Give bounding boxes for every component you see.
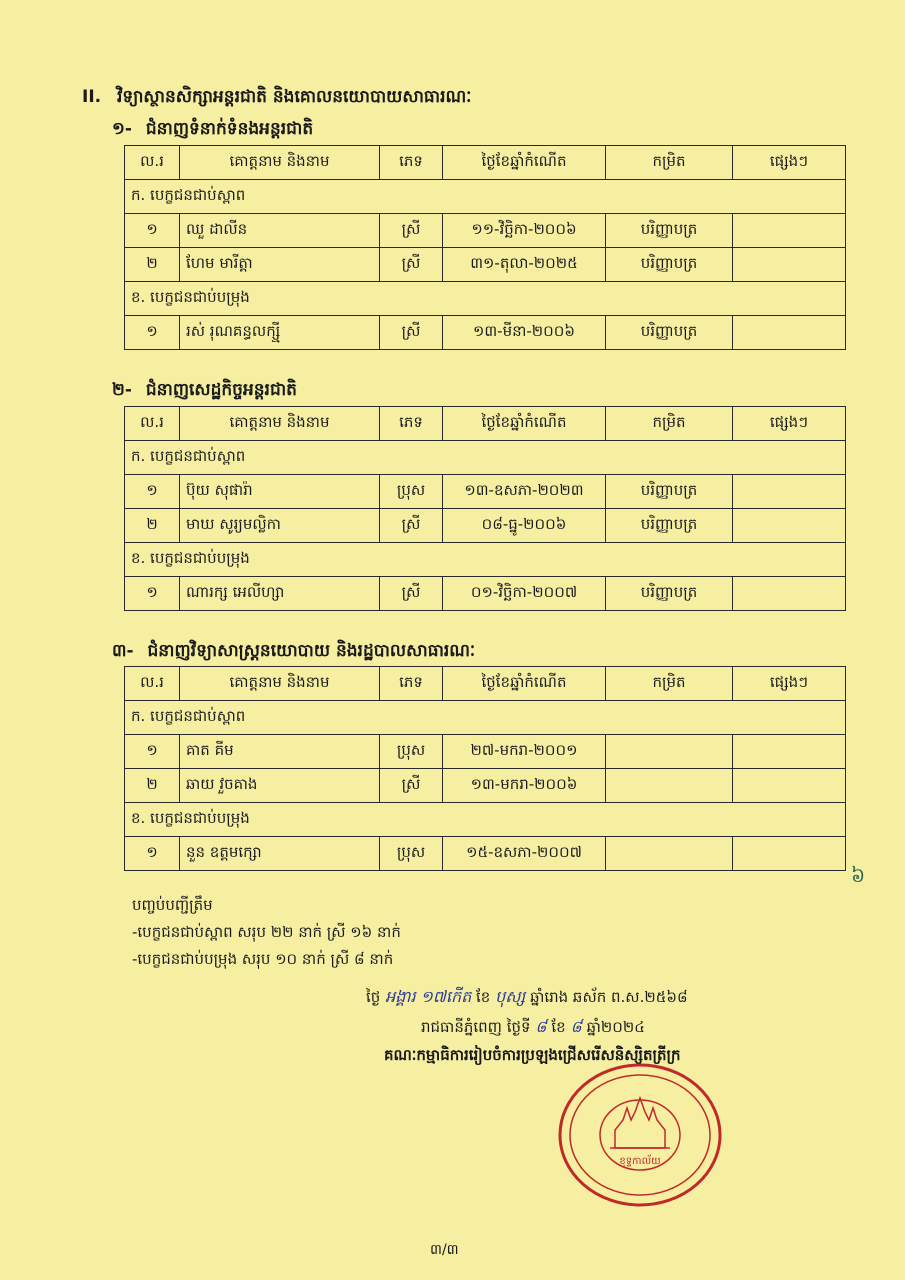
col-level: កម្រិត — [606, 667, 733, 701]
table-2 — [124, 406, 846, 611]
group-label-reserve: ខ. បេក្ខជនជាប់បម្រុង — [125, 803, 846, 837]
table-3 — [124, 666, 846, 871]
col-dob: ថ្ងៃខែឆ្នាំកំណើត — [443, 407, 606, 441]
group-row — [125, 180, 846, 214]
solar-day-handwritten: ៨ — [535, 1017, 547, 1036]
cell-sex: ប្រុស — [380, 837, 443, 871]
cell-name: រស់ រុណគន្ធលក្ស្មី — [180, 316, 380, 350]
table-1 — [124, 145, 846, 350]
lunar-date — [366, 986, 688, 1010]
seal-text: ខុទ្ទកាល័យ — [619, 1156, 661, 1167]
cell-dob: ០៨-ធ្នូ-២០០៦ — [443, 509, 606, 543]
cell-name: គាត គីម — [180, 735, 380, 769]
subsection-3-text: ជំនាញវិទ្យាសាស្ត្រនយោបាយ និងរដ្ឋបាលសាធារណៈ — [147, 641, 476, 661]
group-label-main: ក. បេក្ខជនជាប់ស្ពាព — [125, 701, 846, 735]
cell-level: បរិញ្ញាបត្រ — [606, 577, 733, 611]
cell-level: បរិញ្ញាបត្រ — [606, 509, 733, 543]
cell-name: ហែម មារីត្តា — [180, 248, 380, 282]
subsection-2-title — [112, 379, 297, 404]
cell-sex: ស្រី — [380, 577, 443, 611]
margin-mark: ៦ — [851, 863, 866, 887]
lunar-prefix: ថ្ងៃ — [366, 988, 381, 1006]
cell-name: មាឃ សូរ្យមល្លិកា — [180, 509, 380, 543]
cell-dob: ១៥-ឧសភា-២០០៧ — [443, 837, 606, 871]
cell-level: បរិញ្ញាបត្រ — [606, 316, 733, 350]
official-seal — [555, 1060, 725, 1210]
cell-sex: ស្រី — [380, 769, 443, 803]
cell-no: ១ — [125, 214, 180, 248]
table-row — [125, 735, 846, 769]
col-no: ល.រ — [125, 146, 180, 180]
cell-other — [733, 577, 846, 611]
cell-dob: ១៣-មករា-២០០៦ — [443, 769, 606, 803]
group-label-reserve: ខ. បេក្ខជនជាប់បម្រុង — [125, 543, 846, 577]
cell-no: ២ — [125, 769, 180, 803]
cell-no: ១ — [125, 577, 180, 611]
col-other: ផ្សេងៗ — [733, 407, 846, 441]
solar-prefix: រាជធានីភ្នំពេញ ថ្ងៃទី — [421, 1018, 531, 1036]
signer-title: គណៈកម្មាធិការរៀបចំការប្រឡងជ្រើសរើសនិស្សិតត្រីក្រ — [384, 1046, 681, 1064]
table-row — [125, 475, 846, 509]
cell-other — [733, 214, 846, 248]
group-label-main: ក. បេក្ខជនជាប់ស្ពាព — [125, 441, 846, 475]
section-title-text: វិទ្យាស្ថានសិក្សាអន្តរជាតិ និងគោលនយោបាយសាធារណៈ — [117, 87, 472, 107]
subsection-2-number: ២- — [112, 380, 132, 400]
table-row — [125, 837, 846, 871]
cell-sex: ស្រី — [380, 509, 443, 543]
table-row — [125, 214, 846, 248]
lunar-month-handwritten: បុស្ស — [495, 987, 526, 1006]
col-sex: ភេទ — [380, 667, 443, 701]
lunar-year: ឆ្នាំរោង ឆស័ក ព.ស.២៥៦៨ — [530, 988, 688, 1006]
group-row — [125, 701, 846, 735]
cell-name: ឆាយ វួចគាង — [180, 769, 380, 803]
solar-month-prefix: ខែ — [551, 1018, 566, 1036]
cell-sex: ស្រី — [380, 214, 443, 248]
solar-year: ឆ្នាំ២០២៤ — [586, 1018, 645, 1036]
section-title — [82, 86, 471, 111]
group-label-reserve: ខ. បេក្ខជនជាប់បម្រុង — [125, 282, 846, 316]
cell-other — [733, 316, 846, 350]
col-sex: ភេទ — [380, 407, 443, 441]
col-sex: ភេទ — [380, 146, 443, 180]
summary-title: បញ្ចប់បញ្ជីត្រឹម — [132, 896, 213, 914]
col-name: គោត្តនាម និងនាម — [180, 146, 380, 180]
cell-other — [733, 735, 846, 769]
cell-level: បរិញ្ញាបត្រ — [606, 475, 733, 509]
col-level: កម្រិត — [606, 146, 733, 180]
cell-name: ណារក្ស អេលីហ្សា — [180, 577, 380, 611]
table-row — [125, 577, 846, 611]
cell-other — [733, 248, 846, 282]
cell-level: បរិញ្ញាបត្រ — [606, 248, 733, 282]
cell-sex: ស្រី — [380, 248, 443, 282]
solar-month-handwritten: ៨ — [570, 1017, 582, 1036]
lunar-month-prefix: ខែ — [476, 988, 491, 1006]
group-label-main: ក. បេក្ខជនជាប់ស្ពាព — [125, 180, 846, 214]
page-number: ៣/៣ — [430, 1242, 459, 1258]
col-name: គោត្តនាម និងនាម — [180, 407, 380, 441]
col-no: ល.រ — [125, 667, 180, 701]
lunar-day-handwritten: អង្គារ ១៧កើត — [385, 987, 472, 1006]
section-roman: II. — [82, 87, 102, 107]
table-row — [125, 769, 846, 803]
table-header — [125, 667, 846, 701]
cell-sex: ស្រី — [380, 316, 443, 350]
cell-no: ១ — [125, 316, 180, 350]
subsection-1-text: ជំនាញទំនាក់ទំនងអន្តរជាតិ — [145, 119, 314, 139]
cell-other — [733, 509, 846, 543]
subsection-1-number: ១- — [112, 119, 132, 139]
group-row — [125, 282, 846, 316]
cell-sex: ប្រុស — [380, 475, 443, 509]
cell-level — [606, 769, 733, 803]
col-name: គោត្តនាម និងនាម — [180, 667, 380, 701]
cell-other — [733, 837, 846, 871]
cell-level — [606, 837, 733, 871]
table-row — [125, 248, 846, 282]
summary-line-reserve: -បេក្ខជនជាប់បម្រុង សរុប ១០ នាក់ ស្រី ៨ នាក់ — [132, 950, 394, 968]
subsection-2-text: ជំនាញសេដ្ឋកិច្ចអន្តរជាតិ — [145, 380, 297, 400]
cell-level — [606, 735, 733, 769]
cell-dob: ២៧-មករា-២០០១ — [443, 735, 606, 769]
cell-other — [733, 769, 846, 803]
cell-dob: ០១-វិច្ឆិកា-២០០៧ — [443, 577, 606, 611]
cell-name: ឈួ ដាលីន — [180, 214, 380, 248]
cell-no: ១ — [125, 475, 180, 509]
cell-sex: ប្រុស — [380, 735, 443, 769]
cell-name: ប៊ុយ សុផារ៉ា — [180, 475, 380, 509]
col-dob: ថ្ងៃខែឆ្នាំកំណើត — [443, 667, 606, 701]
summary-line-main: -បេក្ខជនជាប់ស្ពាព សរុប ២២ នាក់ ស្រី ១៦ នាក់ — [132, 923, 401, 941]
col-level: កម្រិត — [606, 407, 733, 441]
subsection-3-number: ៣- — [112, 641, 134, 661]
group-row — [125, 543, 846, 577]
solar-date — [421, 1016, 645, 1040]
subsection-1-title — [112, 118, 313, 143]
cell-dob: ១៣-មីនា-២០០៦ — [443, 316, 606, 350]
cell-dob: ៣១-តុលា-២០២៥ — [443, 248, 606, 282]
group-row — [125, 441, 846, 475]
subsection-3-title — [112, 640, 475, 665]
table-row — [125, 509, 846, 543]
table-row — [125, 316, 846, 350]
table-header — [125, 407, 846, 441]
cell-no: ១ — [125, 735, 180, 769]
cell-dob: ១៣-ឧសភា-២០២៣ — [443, 475, 606, 509]
col-dob: ថ្ងៃខែឆ្នាំកំណើត — [443, 146, 606, 180]
cell-no: ២ — [125, 509, 180, 543]
cell-level: បរិញ្ញាបត្រ — [606, 214, 733, 248]
cell-name: នួន ឧត្តមក្សោ — [180, 837, 380, 871]
col-other: ផ្សេងៗ — [733, 146, 846, 180]
col-other: ផ្សេងៗ — [733, 667, 846, 701]
cell-dob: ១១-វិច្ឆិកា-២០០៦ — [443, 214, 606, 248]
cell-no: ១ — [125, 837, 180, 871]
cell-no: ២ — [125, 248, 180, 282]
group-row — [125, 803, 846, 837]
col-no: ល.រ — [125, 407, 180, 441]
table-header — [125, 146, 846, 180]
cell-other — [733, 475, 846, 509]
